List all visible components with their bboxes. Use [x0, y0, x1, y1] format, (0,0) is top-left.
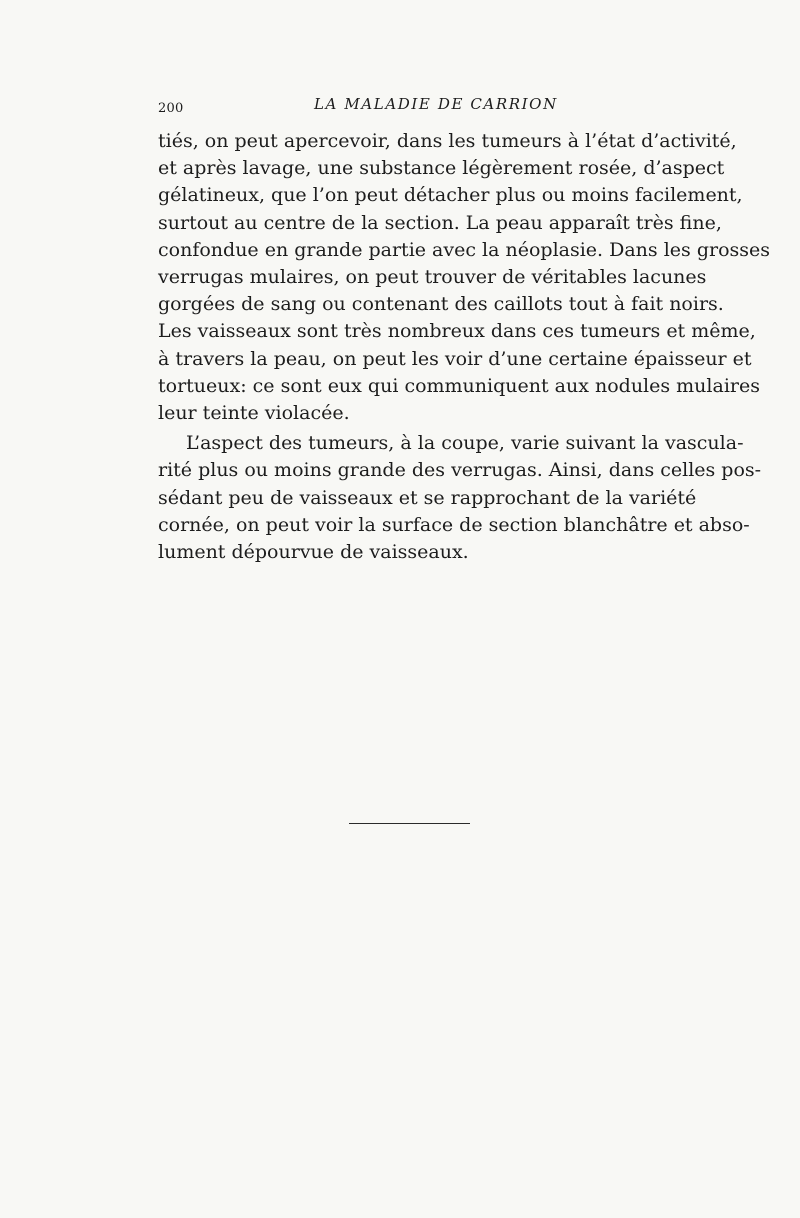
text-line: tiés, on peut apercevoir, dans les tumeurs à l’état d’activité,: [158, 130, 737, 152]
text-line: gorgées de sang ou contenant des caillots tout à fait noirs.: [158, 293, 724, 316]
running-title: LA MALADIE DE CARRION: [314, 95, 558, 113]
text-line: sédant peu de vaisseaux et se rapprochant de la variété: [158, 486, 697, 509]
section-end-rule: [349, 823, 470, 824]
text-line: rité plus ou moins grande des verrugas. Ainsi, dans celles pos-: [158, 459, 762, 482]
text-line: L’aspect des tumeurs, à la coupe, varie suivant la vascula-: [186, 432, 744, 455]
text-line: gélatineux, que l’on peut détacher plus ou moins facilement,: [158, 184, 743, 207]
text-line: leur teinte violacée.: [158, 402, 350, 425]
paragraph-1: [158, 128, 770, 427]
text-line: tortueux: ce sont eux qui communiquent aux nodules mulaires: [158, 374, 760, 397]
text-line: et après lavage, une substance légèrement rosée, d’aspect: [158, 157, 725, 180]
text-line: à travers la peau, on peut les voir d’une certaine épaisseur et: [158, 347, 752, 370]
text-line: cornée, on peut voir la surface de section blanchâtre et abso-: [158, 513, 750, 536]
text-line: verrugas mulaires, on peut trouver de véritables lacunes: [158, 266, 707, 289]
text-line: surtout au centre de la section. La peau apparaît très fine,: [158, 211, 722, 234]
text-line: confondue en grande partie avec la néoplasie. Dans les grosses: [158, 238, 770, 261]
text-line: Les vaisseaux sont très nombreux dans ces tumeurs et même,: [158, 320, 756, 343]
paragraph-2: [158, 430, 762, 566]
page-number: 200: [158, 101, 184, 116]
body-text: [158, 128, 770, 566]
text-line: lument dépourvue de vaisseaux.: [158, 541, 469, 564]
